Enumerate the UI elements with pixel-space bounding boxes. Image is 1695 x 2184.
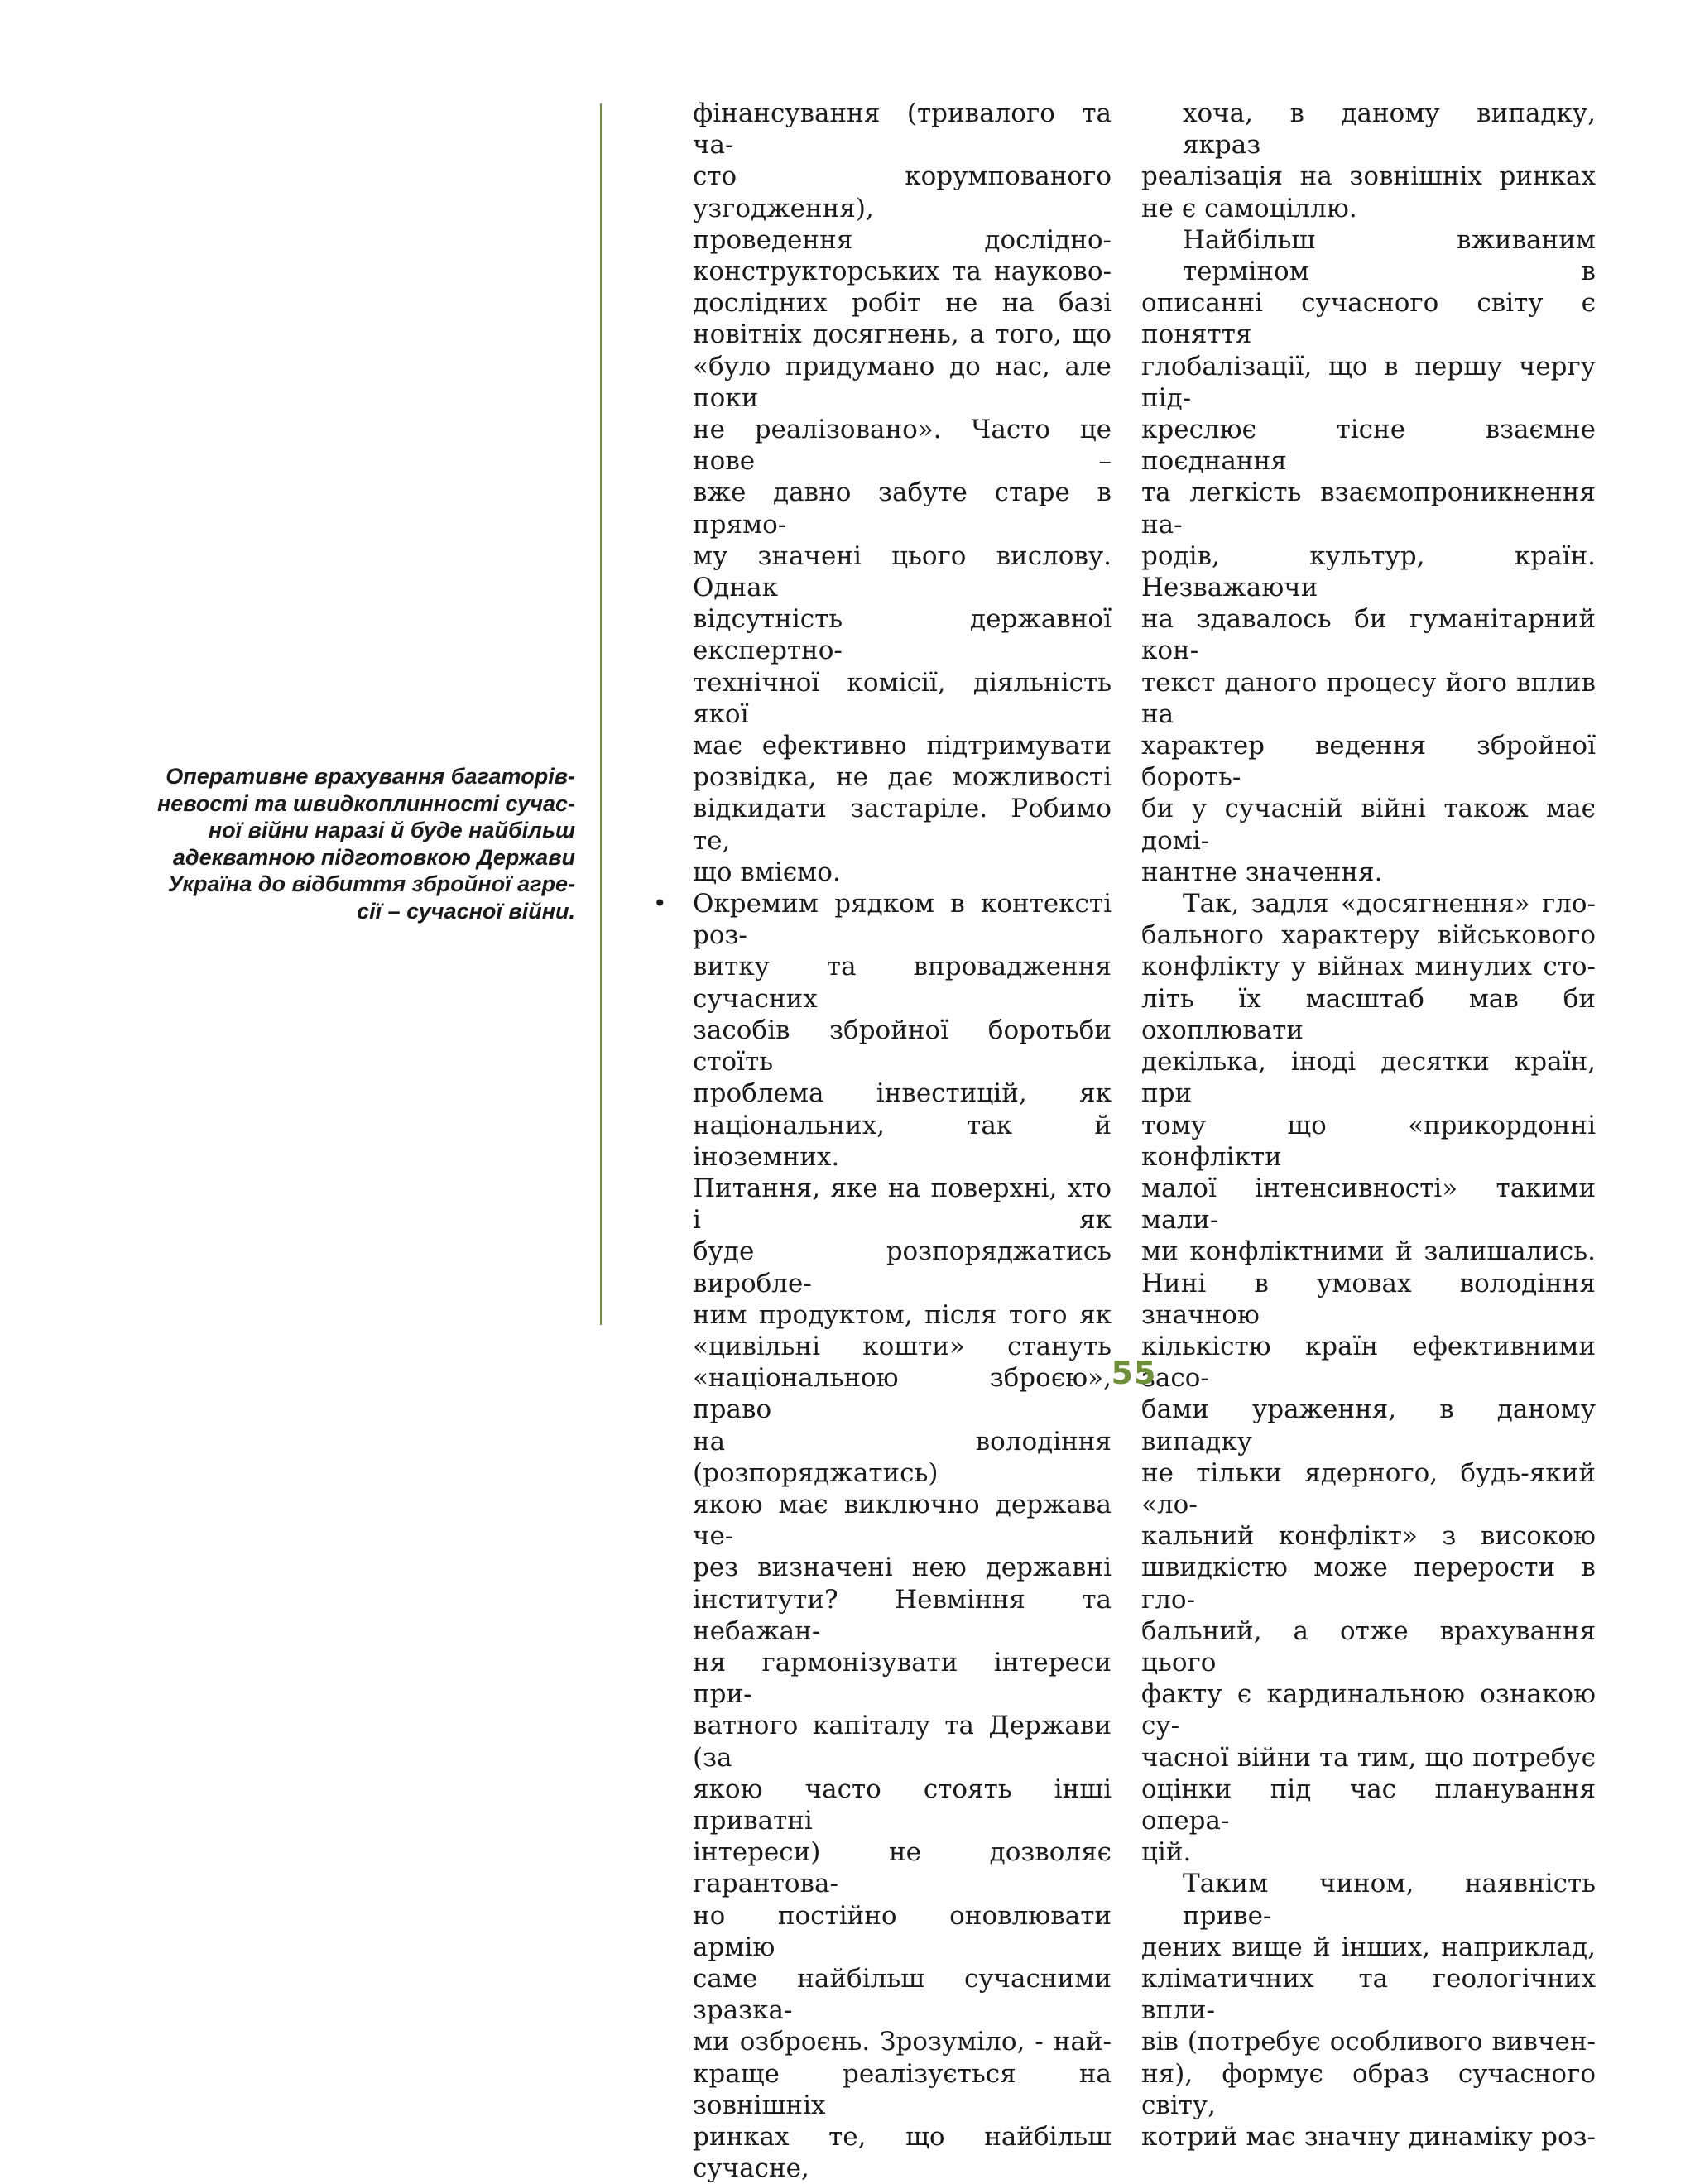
text-line: би у сучасній війні також має домі- <box>1141 794 1596 856</box>
text-line: сто корумпованого узгодження), <box>693 161 1112 223</box>
text-line: описанні сучасного світу є поняття <box>1141 288 1596 350</box>
text-line: новітніх досягнень, а того, що <box>693 319 1112 350</box>
text-line: Нині в умовах володіння значною <box>1141 1268 1596 1330</box>
text-line: реалізація на зовнішніх ринках <box>1141 161 1596 192</box>
text-line: конструкторських та науково- <box>693 257 1112 287</box>
text-line: характер ведення збройної бороть- <box>1141 731 1596 793</box>
text-line: родів, культур, країн. Незважаючи <box>1141 540 1596 603</box>
text-line: дослідних робіт не на базі <box>693 288 1112 319</box>
text-line: якою має виключно держава че- <box>693 1489 1112 1552</box>
text-column-right <box>1141 98 1596 2153</box>
text-line: декілька, іноді десятки країн, при <box>1141 1047 1596 1109</box>
text-line: ня), формує образ сучасного світу, <box>1141 2058 1596 2120</box>
text-line: вже давно забуте старе в прямо- <box>693 478 1112 540</box>
text-line: фінансування (тривалого та ча- <box>693 98 1112 161</box>
text-line: літь їх масштаб мав би охоплювати <box>1141 983 1596 1045</box>
text-line: кліматичних та геологічних впли- <box>1141 1963 1596 2026</box>
text-line: національних, так й іноземних. <box>693 1110 1112 1172</box>
text-line: не реалізовано». Часто це нове – <box>693 415 1112 477</box>
text-line: саме найбільш сучасними зразка- <box>693 1963 1112 2026</box>
text-line: факту є кардинальною ознакою су- <box>1141 1679 1596 1741</box>
text-line: бальний, а отже врахування цього <box>1141 1615 1596 1678</box>
text-line: технічної комісії, діяльність якої <box>693 667 1112 729</box>
text-line: засобів збройної боротьби стоїть <box>693 1015 1112 1078</box>
text-column-left <box>653 98 1112 2184</box>
text-line: бами ураження, в даному випадку <box>1141 1394 1596 1457</box>
text-line: вів (потребує особливого вивчен- <box>1141 2027 1596 2057</box>
text-line: «національною зброєю», право <box>693 1363 1112 1425</box>
text-line: Так, задля «досягнення» гло- <box>1183 889 1596 919</box>
text-line: глобалізації, що в першу чергу під- <box>1141 351 1596 413</box>
pull-quote-line: ної війни наразі й буде найбільш <box>208 818 575 842</box>
text-line: краще реалізується на зовнішніх <box>693 2058 1112 2120</box>
text-line: хоча, в даному випадку, якраз <box>1183 98 1596 161</box>
vertical-divider <box>600 103 602 1325</box>
text-line: часної війни та тим, що потребує <box>1141 1742 1596 1773</box>
text-line: якою часто стоять інші приватні <box>693 1774 1112 1836</box>
pull-quote-line: сії – сучасної війни. <box>357 898 575 924</box>
text-line: ми озброєнь. Зрозуміло, - най- <box>693 2027 1112 2057</box>
text-line: конфлікту у війнах минулих сто- <box>1141 952 1596 982</box>
text-line: на володіння (розпоряджатись) <box>693 1426 1112 1488</box>
text-line: на здавалось би гуманітарний кон- <box>1141 604 1596 666</box>
text-line: котрий має значну динаміку роз- <box>1141 2122 1596 2152</box>
text-line: цій. <box>1141 1837 1192 1868</box>
text-line: проблема інвестицій, як <box>693 1078 1112 1109</box>
text-line: Найбільш вживаним терміном в <box>1183 224 1596 287</box>
text-line: кальний конфлікт» з високою <box>1141 1521 1596 1552</box>
pull-quote-line: Україна до відбиття збройної агре- <box>167 871 575 896</box>
text-line: дених вище й інших, наприклад, <box>1141 1932 1596 1962</box>
text-line: «було придумано до нас, але поки <box>693 351 1112 413</box>
text-line: но постійно оновлювати армію <box>693 1900 1112 1962</box>
text-line: Таким чином, наявність приве- <box>1183 1869 1596 1931</box>
pull-quote-line: Оперативне врахування багаторів- <box>166 764 575 789</box>
text-line: не є самоціллю. <box>1141 193 1357 223</box>
text-line: креслює тісне взаємне поєднання <box>1141 415 1596 477</box>
text-line: швидкістю може перерости в гло- <box>1141 1553 1596 1615</box>
text-line: нантне значення. <box>1141 857 1383 887</box>
pull-quote <box>99 763 575 924</box>
text-line: ринках те, що найбільш сучасне, <box>693 2122 1112 2184</box>
text-line: буде розпоряджатись виробле- <box>693 1236 1112 1298</box>
text-line: кількістю країн ефективними засо- <box>1141 1331 1596 1394</box>
page-number: 55 <box>1111 1355 1157 1391</box>
text-line: текст даного процесу його вплив на <box>1141 667 1596 729</box>
text-line: що вміємо. <box>693 857 841 887</box>
text-line: інститути? Невміння та небажан- <box>693 1584 1112 1646</box>
text-line: тому що «прикордонні конфлікти <box>1141 1110 1596 1172</box>
text-line: ня гармонізувати інтереси при- <box>693 1647 1112 1710</box>
text-line: рез визначені нею державні <box>693 1553 1112 1583</box>
text-line: оцінки під час планування опера- <box>1141 1774 1596 1836</box>
text-line: розвідка, не дає можливості <box>693 762 1112 793</box>
text-line: Питання, яке на поверхні, хто і як <box>693 1173 1112 1236</box>
text-line: витку та впровадження сучасних <box>693 952 1112 1014</box>
text-line: інтереси) не дозволяє гарантова- <box>693 1837 1112 1899</box>
text-line: має ефективно підтримувати <box>693 731 1112 761</box>
pull-quote-line: невості та швидкоплинності сучас- <box>156 790 575 816</box>
text-line: відкидати застаріле. Робимо те, <box>693 794 1112 856</box>
text-line: проведення дослідно- <box>693 224 1112 255</box>
text-line: Окремим рядком в контексті роз- <box>693 889 1112 951</box>
text-line: не тільки ядерного, будь-який «ло- <box>1141 1457 1596 1519</box>
bullet-item-first-line <box>653 888 1112 951</box>
text-line: ним продуктом, після того як <box>693 1299 1112 1330</box>
text-line: «цивільні кошти» стануть <box>693 1331 1112 1361</box>
text-line: ми конфліктними й залишались. <box>1141 1236 1596 1267</box>
bullet-icon: • <box>653 890 667 918</box>
text-line: малої інтенсивності» такими мали- <box>1141 1173 1596 1236</box>
text-line: му значені цього вислову. Однак <box>693 540 1112 603</box>
pull-quote-line: адекватною підготовкою Держави <box>172 844 575 870</box>
text-line: бального характеру військового <box>1141 920 1596 951</box>
text-line: ватного капіталу та Держави (за <box>693 1711 1112 1773</box>
text-line: відсутність державної експертно- <box>693 604 1112 666</box>
text-line: та легкість взаємопроникнення на- <box>1141 478 1596 540</box>
